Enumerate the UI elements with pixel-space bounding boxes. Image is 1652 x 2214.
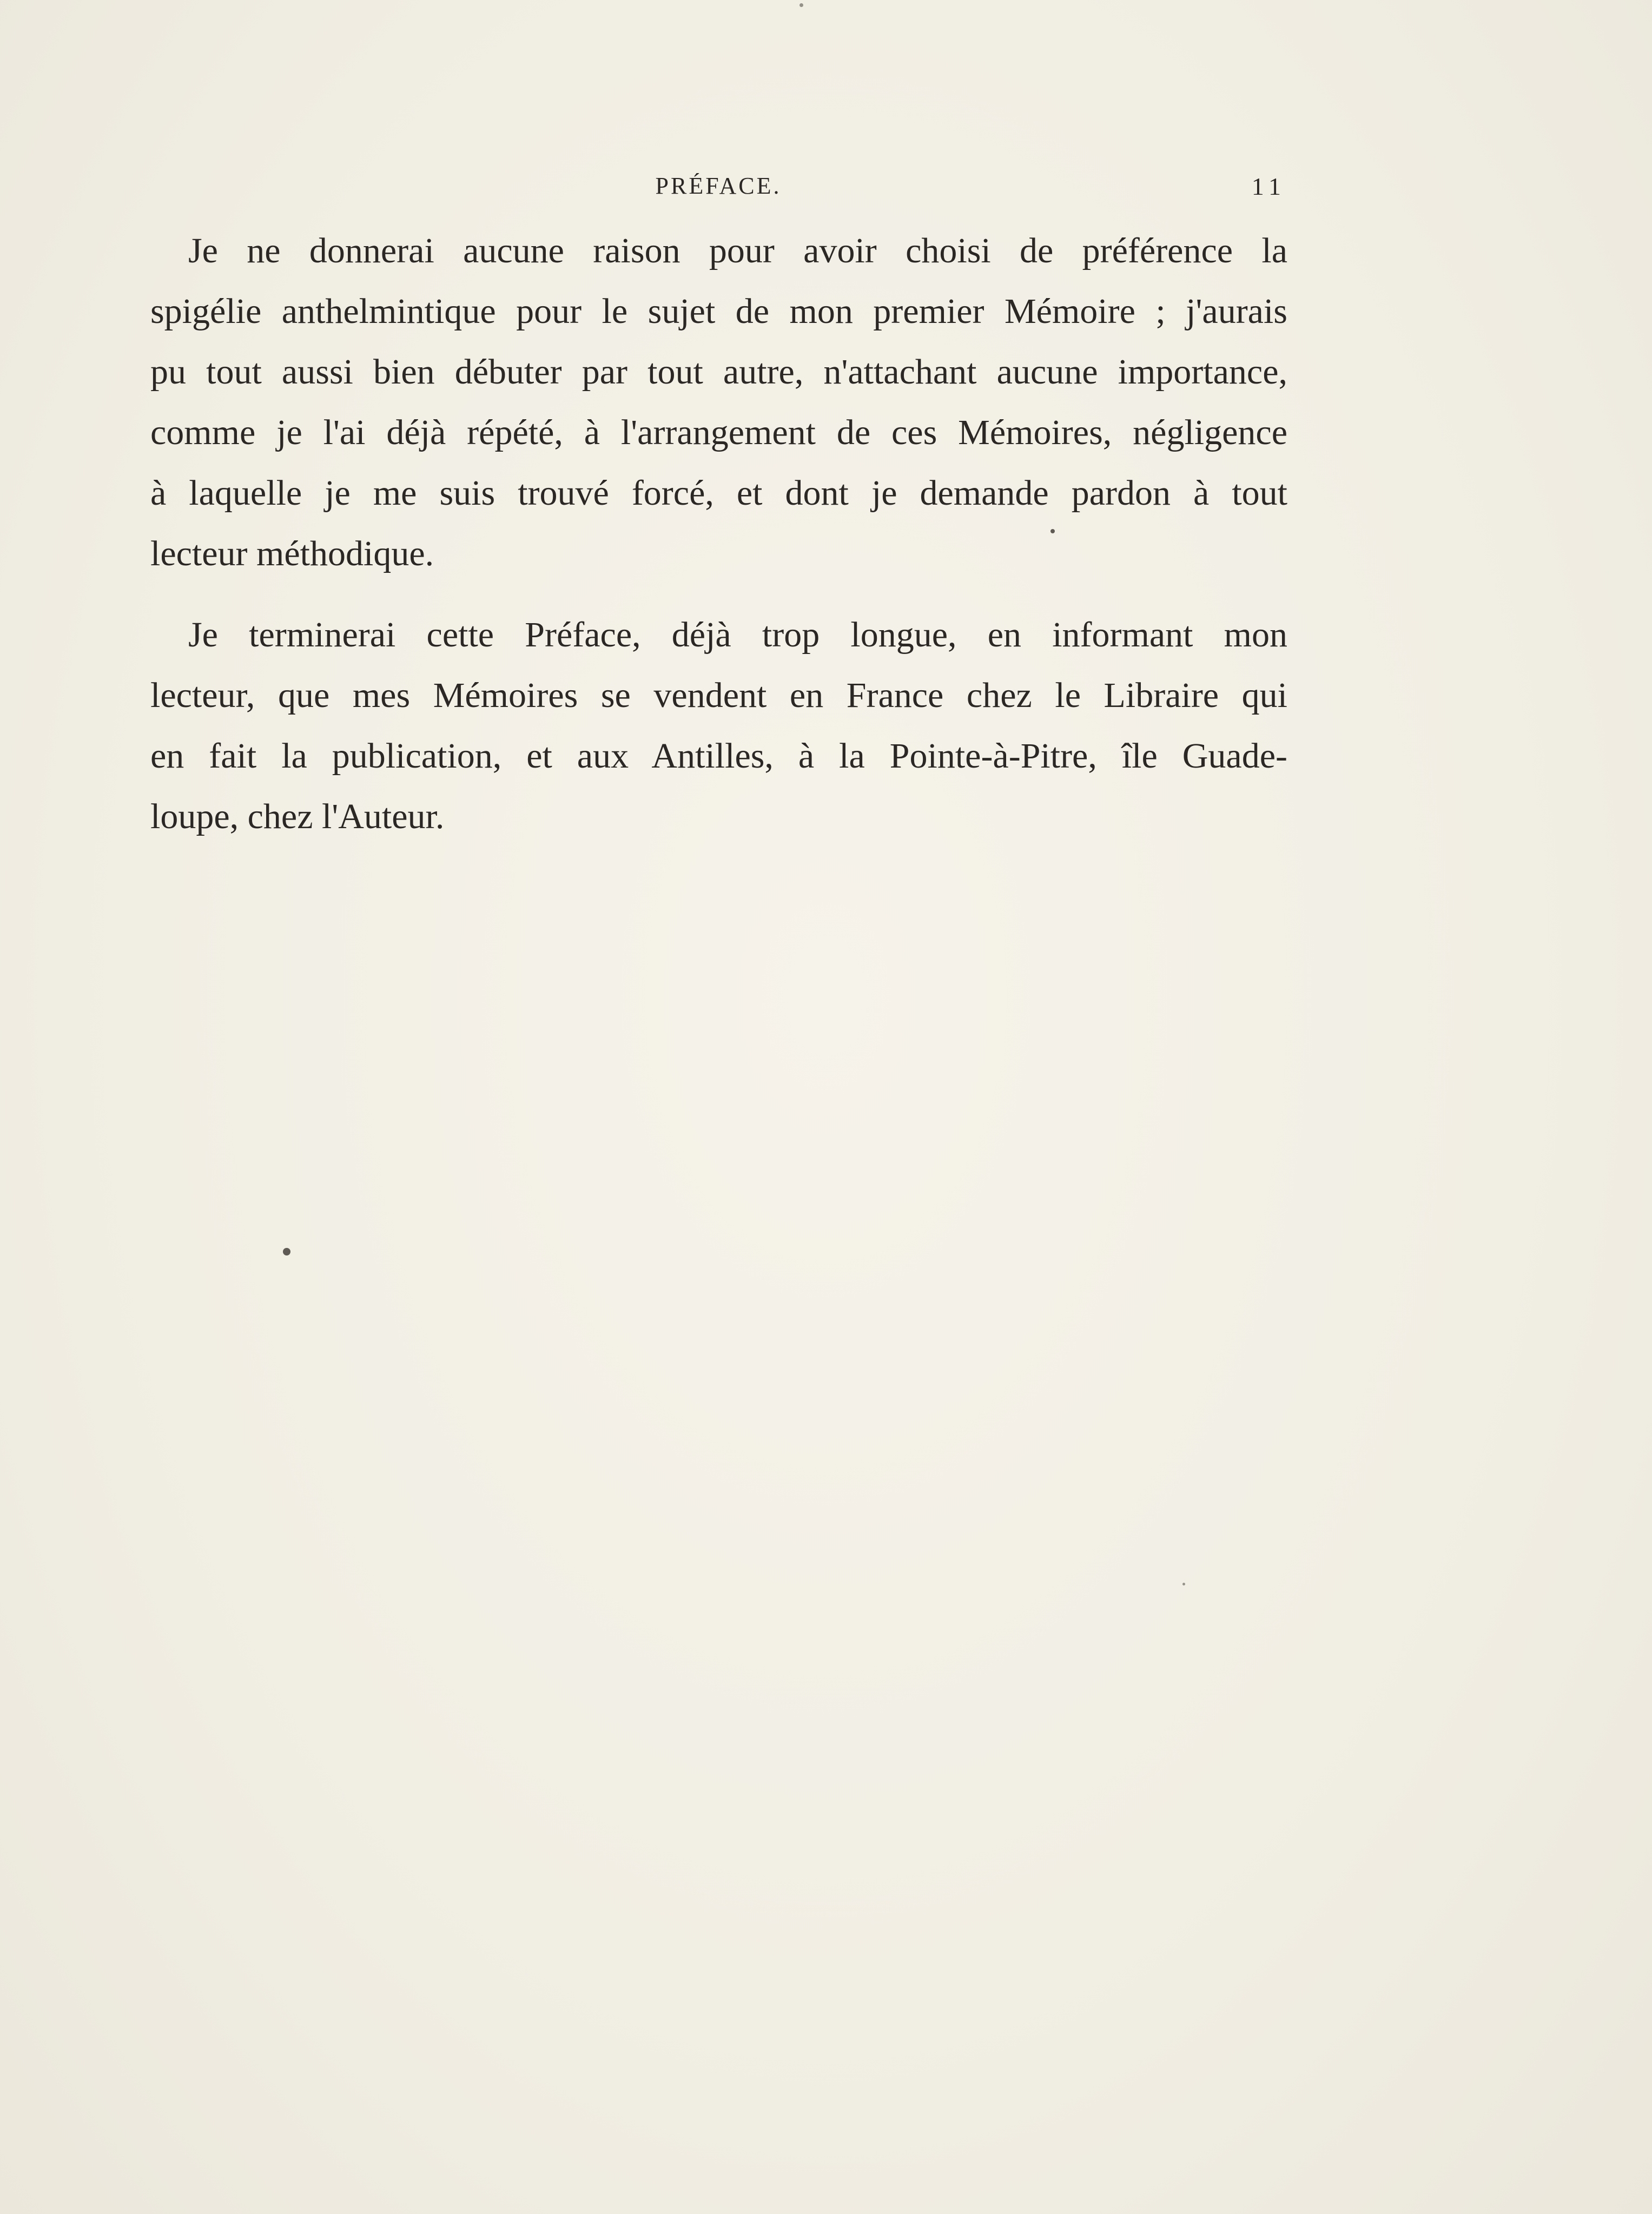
ink-speck bbox=[1182, 1583, 1185, 1585]
body-text bbox=[150, 221, 1287, 847]
text-line: comme je l'ai déjà répété, à l'arrangement de ces Mémoires, négligence bbox=[150, 413, 1287, 452]
paragraph-1 bbox=[150, 221, 1287, 584]
ink-speck bbox=[283, 1248, 290, 1255]
text-line: à laquelle je me suis trouvé forcé, et dont je demande pardon à tout bbox=[150, 473, 1287, 513]
paragraph-2 bbox=[150, 605, 1287, 847]
running-head bbox=[150, 172, 1286, 204]
page-number: 11 bbox=[1251, 173, 1286, 200]
running-title: PRÉFACE. bbox=[655, 173, 782, 199]
text-line: pu tout aussi bien débuter par tout autre, n'attachant aucune importance, bbox=[150, 352, 1287, 392]
text-line: en fait la publication, et aux Antilles, à la Pointe-à-Pitre, île Guade- bbox=[150, 736, 1287, 776]
text-line: lecteur méthodique. bbox=[150, 534, 434, 573]
text-line: spigélie anthelmintique pour le sujet de mon premier Mémoire ; j'aurais bbox=[150, 292, 1287, 331]
text-line: Je ne donnerai aucune raison pour avoir choisi de préférence la bbox=[188, 231, 1287, 270]
text-line: Je terminerai cette Préface, déjà trop longue, en informant mon bbox=[188, 615, 1287, 655]
text-line: lecteur, que mes Mémoires se vendent en France chez le Libraire qui bbox=[150, 676, 1287, 715]
ink-speck bbox=[1050, 529, 1055, 533]
text-line: loupe, chez l'Auteur. bbox=[150, 797, 445, 836]
ink-speck bbox=[799, 3, 803, 7]
